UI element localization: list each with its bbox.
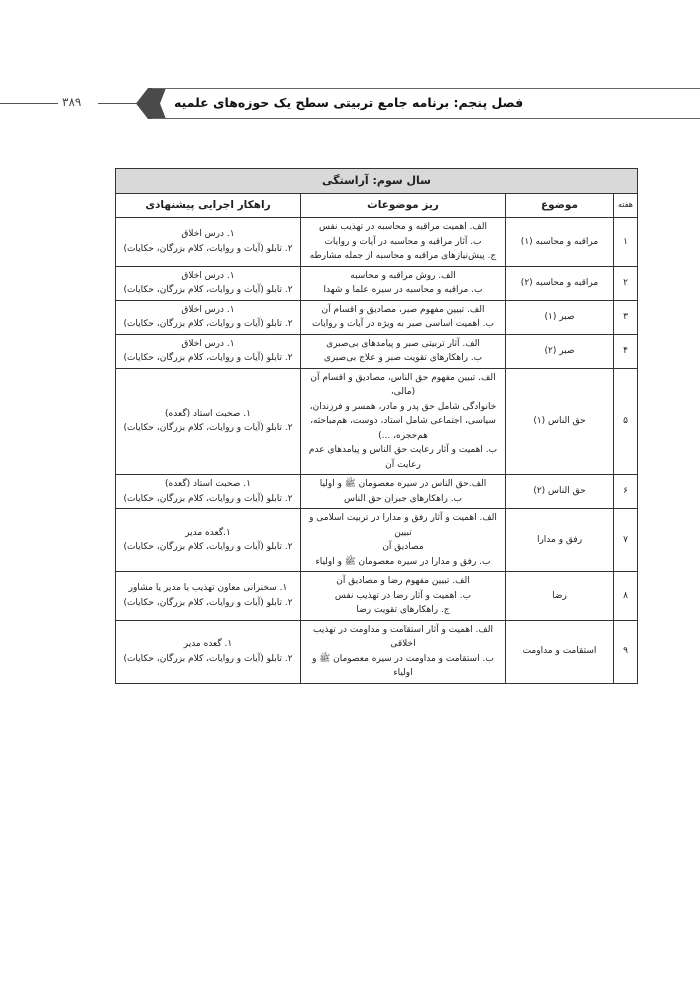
subtopic-line: الف. آثار تربیتی صبر و پیامدهای بی‌صبری <box>326 338 480 349</box>
topic-cell: رضا <box>506 572 614 621</box>
subtopic-line: سیاسی، اجتماعی شامل استاد، دوست، هم‌مباحثه، <box>310 416 496 426</box>
method-line: ۱. درس اخلاق <box>181 304 235 315</box>
method-line: ۱. صحبت استاد (گعده) <box>165 408 251 419</box>
subtopic-line: الف. تبیین مفهوم رضا و مصادیق آن <box>336 576 470 586</box>
header-ornament <box>136 88 166 119</box>
method-cell <box>116 334 301 368</box>
week-cell: ۵ <box>614 368 638 475</box>
header-subtopics: ریز موضوعات <box>301 194 506 218</box>
subtopics-cell <box>301 218 506 267</box>
header-topic: موضوع <box>506 194 614 218</box>
week-cell: ۲ <box>614 266 638 300</box>
method-cell <box>116 266 301 300</box>
header-rule-top <box>152 88 700 89</box>
page-number: ۳۸۹ <box>62 95 82 109</box>
topic-cell: صبر (۱) <box>506 300 614 334</box>
subtopic-line: ج. راهکارهای تقویت رضا <box>356 605 450 615</box>
subtopics-cell <box>301 266 506 300</box>
topic-cell: مراقبه و محاسبه (۲) <box>506 266 614 300</box>
subtopics-cell <box>301 475 506 509</box>
subtopic-line: ب. رفق و مدارا در سیره معصومان ﷺ و اولیاء <box>315 556 491 567</box>
table-row <box>116 620 638 683</box>
method-line: ۲. تابلو (آیات و روایات، کلام بزرگان، حکایات) <box>123 285 293 295</box>
method-cell <box>116 368 301 475</box>
subtopics-cell <box>301 334 506 368</box>
method-line: ۱. صحبت استاد (گعده) <box>165 479 251 489</box>
table-title-row <box>116 169 638 194</box>
topic-cell: رفق و مدارا <box>506 509 614 572</box>
header-rule-middle <box>98 103 138 104</box>
subtopics-cell <box>301 572 506 621</box>
subtopic-line: ب. اهمیت اساسی صبر به ویژه در آیات و روایات <box>312 319 494 329</box>
topic-cell: مراقبه و محاسبه (۱) <box>506 218 614 267</box>
week-cell: ۱ <box>614 218 638 267</box>
header-method: راهکار اجرایی پیشنهادی <box>116 194 301 218</box>
method-line: ۱. درس اخلاق <box>181 229 235 240</box>
method-cell <box>116 475 301 509</box>
method-line: ۲. تابلو (آیات و روایات، کلام بزرگان، حکایات) <box>123 423 293 434</box>
method-line: ۲. تابلو (آیات و روایات، کلام بزرگان، حکایات) <box>123 243 293 254</box>
subtopic-line: الف. تبیین مفهوم صبر، مصادیق و اقسام آن <box>321 304 485 315</box>
method-line: ۲. تابلو (آیات و روایات، کلام بزرگان، حکایات) <box>123 353 293 363</box>
subtopic-line: الف. اهمیت و آثار رفق و مدارا در تربیت اسلامی و تبیین <box>309 513 497 538</box>
week-cell: ۴ <box>614 334 638 368</box>
method-line: ۲. تابلو (آیات و روایات، کلام بزرگان، حکایات) <box>123 653 293 664</box>
subtopic-line: الف. روش مراقبه و محاسبه <box>350 270 456 281</box>
table-row <box>116 218 638 267</box>
topic-cell: صبر (۲) <box>506 334 614 368</box>
subtopics-cell <box>301 620 506 683</box>
subtopic-line: خانوادگی شامل حق پدر و مادر، همسر و فرزندان، <box>309 401 497 412</box>
subtopics-cell <box>301 300 506 334</box>
subtopic-line: الف. اهمیت مراقبه و محاسبه در تهذیب نفس <box>319 222 487 232</box>
table-title: سال سوم: آراستگی <box>116 169 638 194</box>
subtopic-line: الف.حق الناس در سیره معصومان ﷺ و اولیا <box>319 479 487 489</box>
method-line: ۲. تابلو (آیات و روایات، کلام بزرگان، حکایات) <box>123 319 293 329</box>
method-line: ۱. درس اخلاق <box>181 270 235 281</box>
method-cell <box>116 509 301 572</box>
method-line: ۲. تابلو (آیات و روایات، کلام بزرگان، حکایات) <box>123 597 293 608</box>
subtopics-cell <box>301 509 506 572</box>
header-rule-bottom <box>152 118 700 119</box>
method-cell <box>116 572 301 621</box>
subtopic-line: ب. راهکارهای جبران حق الناس <box>343 493 463 504</box>
subtopic-line: هم‌حجره، ...) <box>378 430 428 441</box>
subtopic-line: ب. راهکارهای تقویت صبر و علاج بی‌صبری <box>323 353 483 363</box>
table-row <box>116 475 638 509</box>
table-row <box>116 368 638 475</box>
subtopics-cell <box>301 368 506 475</box>
week-cell: ۸ <box>614 572 638 621</box>
header-rule-left <box>0 103 58 104</box>
header-week: هفته <box>614 194 638 218</box>
method-cell <box>116 620 301 683</box>
method-line: ۱. سخنرانی معاون تهذیب یا مدیر یا مشاور <box>128 583 288 594</box>
subtopic-line: الف. تبیین مفهوم حق الناس، مصادیق و اقسام آن (مالی، <box>310 372 496 397</box>
topic-cell: حق الناس (۱) <box>506 368 614 475</box>
subtopic-line: مصادیق آن <box>382 542 424 552</box>
chapter-title: فصل پنجم: برنامه جامع تربیتی سطح یک حوزه‌های علمیه <box>174 95 524 110</box>
method-line: ۱. درس اخلاق <box>181 338 235 349</box>
subtopic-line: ب. اهمیت و آثار رضا در تهذیب نفس <box>334 590 472 601</box>
table-row <box>116 334 638 368</box>
method-line: ۲. تابلو (آیات و روایات، کلام بزرگان، حکایات) <box>123 493 293 504</box>
table-row <box>116 509 638 572</box>
week-cell: ۹ <box>614 620 638 683</box>
method-cell <box>116 218 301 267</box>
topic-cell: استقامت و مداومت <box>506 620 614 683</box>
subtopic-line: ب. آثار مراقبه و محاسبه در آیات و روایات <box>324 236 482 247</box>
week-cell: ۷ <box>614 509 638 572</box>
subtopic-line: رعایت آن <box>385 459 421 470</box>
subtopic-line: ب. اهمیت و آثار رعایت حق الناس و پیامدهای عدم <box>308 445 498 455</box>
table-header-row <box>116 194 638 218</box>
table-row <box>116 572 638 621</box>
table-row <box>116 266 638 300</box>
method-line: ۲. تابلو (آیات و روایات، کلام بزرگان، حکایات) <box>123 542 293 552</box>
topic-cell: حق الناس (۲) <box>506 475 614 509</box>
subtopic-line: ج. پیش‌نیازهای مراقبه و محاسبه از جمله مشارطه <box>309 251 497 261</box>
method-line: ۱.گعده مدیر <box>185 527 231 538</box>
subtopic-line: الف. اهمیت و آثار استقامت و مداومت در تهذیب اخلاقی <box>313 624 493 649</box>
curriculum-table <box>115 168 638 684</box>
week-cell: ۳ <box>614 300 638 334</box>
method-line: ۱. گعده مدیر <box>183 639 233 649</box>
week-cell: ۶ <box>614 475 638 509</box>
method-cell <box>116 300 301 334</box>
table-row <box>116 300 638 334</box>
subtopic-line: ب. استقامت و مداومت در سیره معصومان ﷺ و اولیاء <box>312 653 494 678</box>
subtopic-line: ب. مراقبه و محاسبه در سیره علما و شهدا <box>323 285 483 295</box>
